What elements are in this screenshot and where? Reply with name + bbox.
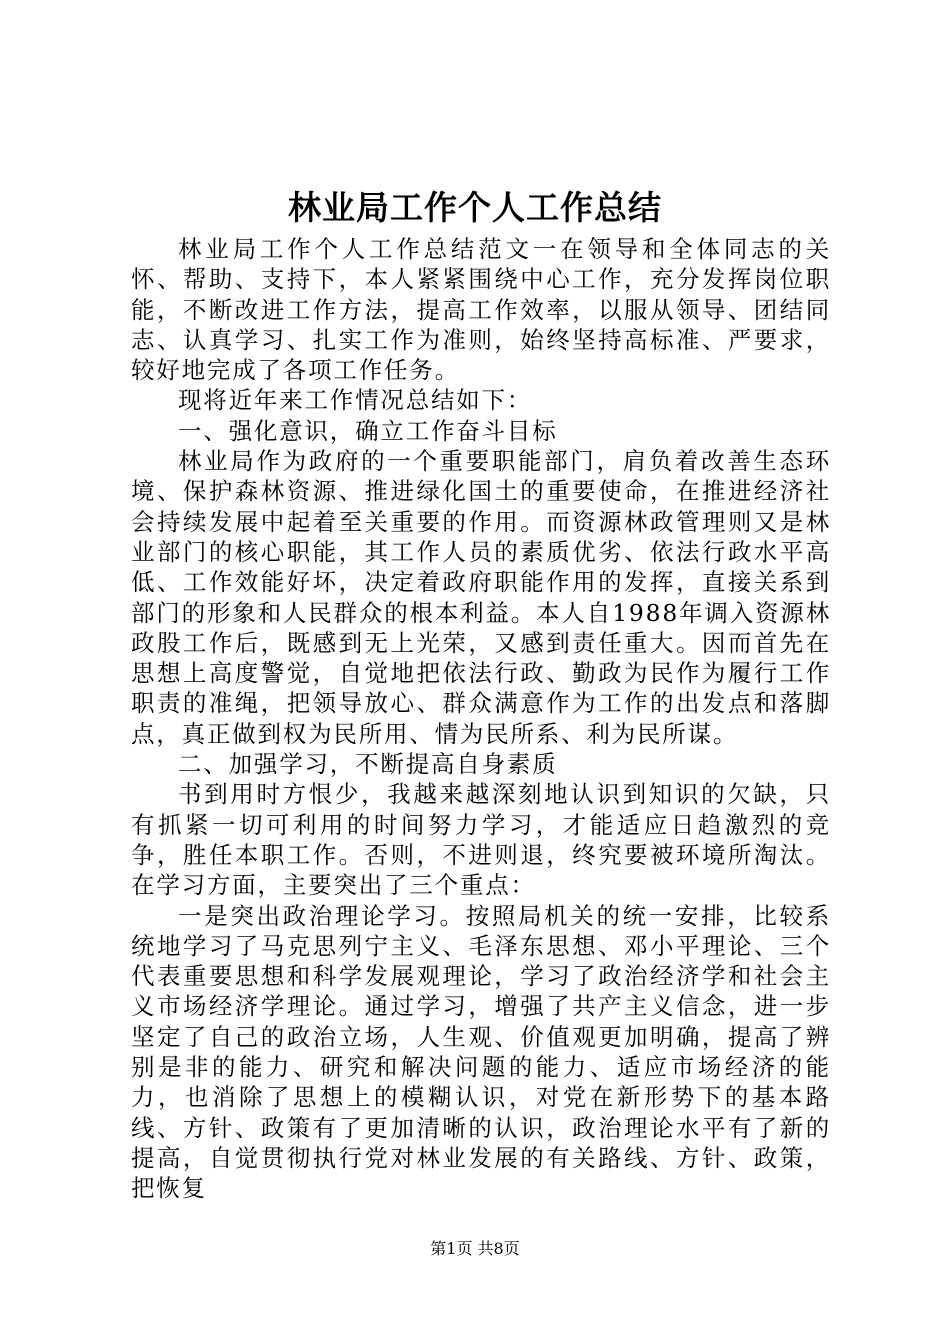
paragraph-intro: 林业局工作个人工作总结范文一在领导和全体同志的关怀、帮助、支持下，本人紧紧围绕中心工作，充分发挥岗位职能，不断改进工作方法，提高工作效率，以服从领导、团结同志、认真学习、扎实工作为准则，始终坚持高标准、严要求，较好地完成了各项工作任务。 — [131, 235, 831, 385]
paragraph-summary-lead: 现将近年来工作情况总结如下： — [178, 386, 533, 415]
paragraph-point-1: 一是突出政治理论学习。按照局机关的统一安排，比较系统地学习了马克思列宁主义、毛泽东思想、邓小平理论、三个代表重要思想和科学发展观理论，学习了政治经济学和社会主义市场经济学理论。通过学习，增强了共产主义信念，进一步坚定了自己的政治立场，人生观、价值观更加明确，提高了辨别是非的能力、研究和解决问题的能力、适应市场经济的能力，也消除了思想上的模糊认识，对党在新形势下的基本路线、方针、政策有了更加清晰的认识，政治理论水平有了新的提高，自觉贯彻执行党对林业发展的有关路线、方针、政策，把恢复 — [131, 901, 831, 1203]
page-number-footer: 第1页 共8页 — [430, 1239, 520, 1258]
paragraph-section-1: 林业局作为政府的一个重要职能部门，肩负着改善生态环境、保护森林资源、推进绿化国土的重要使命，在推进经济社会持续发展中起着至关重要的作用。而资源林政管理则又是林业部门的核心职能，其工作人员的素质优劣、依法行政水平高低、工作效能好坏，决定着政府职能作用的发挥，直接关系到部门的形象和人民群众的根本利益。本人自1988年调入资源林政股工作后，既感到无上光荣，又感到责任重大。因而首先在思想上高度警觉，自觉地把依法行政、勤政为民作为履行工作职责的准绳，把领导放心、群众满意作为工作的出发点和落脚点，真正做到权为民所用、情为民所系、利为民所谋。 — [131, 447, 831, 748]
paragraph-section-2: 书到用时方恨少，我越来越深刻地认识到知识的欠缺，只有抓紧一切可利用的时间努力学习，才能适应日趋激烈的竞争，胜任本职工作。否则，不进则退，终究要被环境所淘汰。在学习方面，主要突出了三个重点： — [131, 780, 831, 900]
document-body — [131, 234, 831, 1204]
section-heading-1: 一、强化意识，确立工作奋斗目标 — [178, 416, 558, 445]
section-heading-2: 二、加强学习，不断提高自身素质 — [178, 750, 558, 779]
document-title: 林业局工作个人工作总结 — [288, 188, 662, 227]
